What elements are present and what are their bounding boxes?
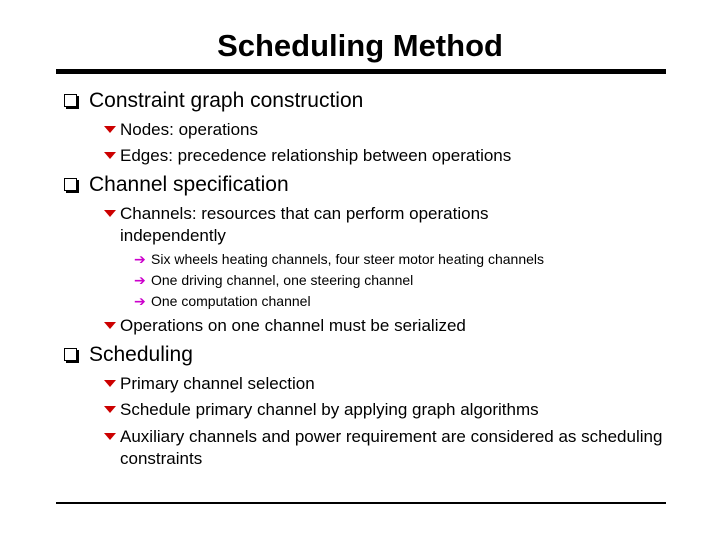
triangle-down-icon bbox=[104, 406, 116, 413]
slide: Scheduling Method Constraint graph construction Nodes: operations Edges: precedence relationship between operations Channel specification Channels: resources that can perform operations independently ➔ Six wheels heating channels, four steer motor heating channels ➔ One driving channel, one steering channel ➔ One computation channel Operations on one channel must be serialized Scheduling Primary channel selection Schedule primary channel by applying graph algorithms Auxiliary channels and power requirement are considered as scheduling constraints bbox=[0, 0, 720, 540]
triangle-down-icon bbox=[104, 433, 116, 440]
triangle-down-icon bbox=[104, 152, 116, 159]
arrow-right-icon: ➔ bbox=[134, 293, 146, 309]
checkbox-square-icon bbox=[64, 94, 77, 107]
checkbox-square-icon bbox=[64, 348, 77, 361]
triangle-down-icon bbox=[104, 380, 116, 387]
slide-title: Scheduling Method bbox=[217, 28, 503, 63]
arrow-right-icon: ➔ bbox=[134, 272, 146, 288]
arrow-right-icon: ➔ bbox=[134, 251, 146, 267]
triangle-down-icon bbox=[104, 210, 116, 217]
triangle-down-icon bbox=[104, 322, 116, 329]
triangle-down-icon bbox=[104, 126, 116, 133]
title-divider bbox=[56, 69, 666, 74]
footer-divider bbox=[56, 502, 666, 504]
checkbox-square-icon bbox=[64, 178, 77, 191]
